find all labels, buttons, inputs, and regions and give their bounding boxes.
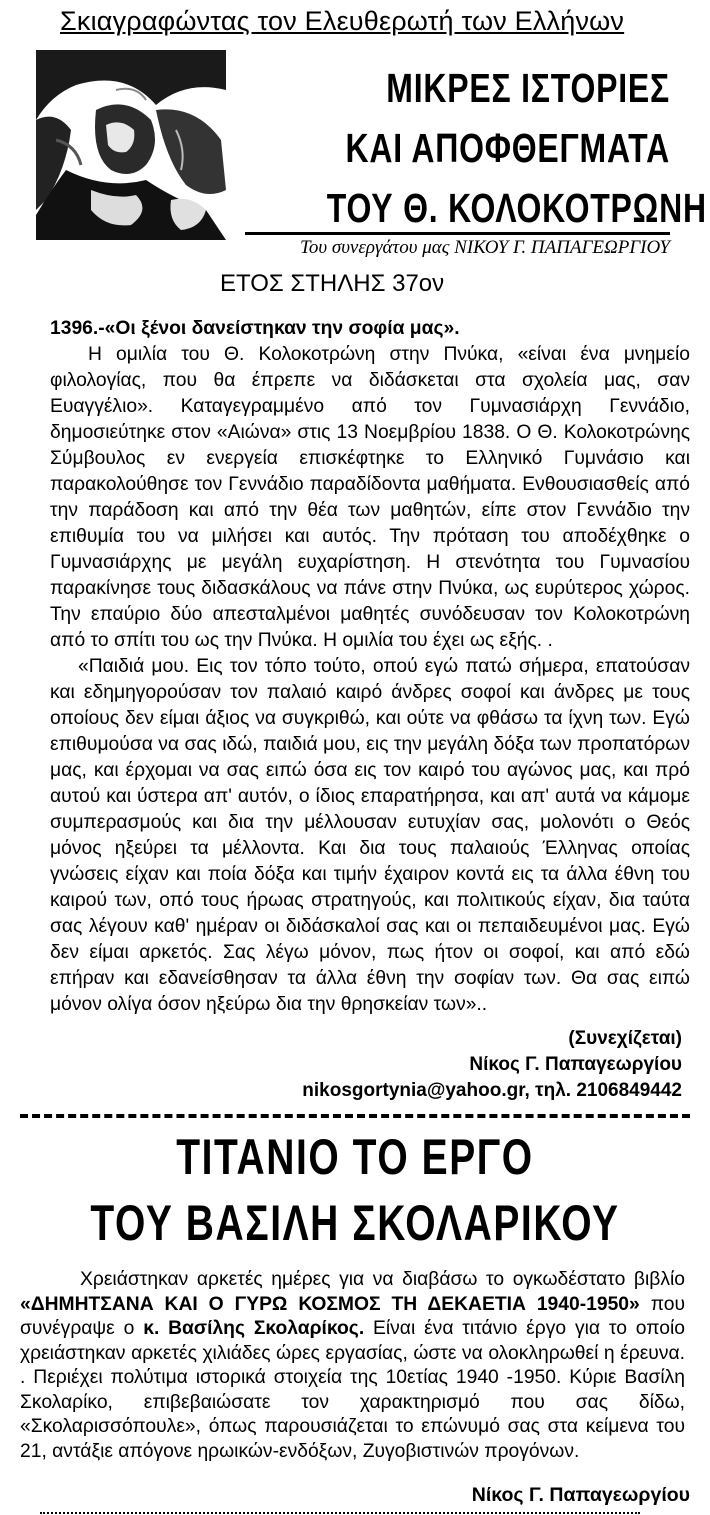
byline: Του συνεργάτου μας ΝΙΚΟΥ Γ. ΠΑΠΑΓΕΩΡΓΙΟΥ (245, 232, 670, 259)
column-title: Σκιαγραφώντας τον Ελευθερωτή των Ελλήνων (60, 6, 625, 36)
article-paragraph-2: «Παιδιά μου. Εις τον τόπο τούτο, οπού εγώ πατώ σήμερα, επατούσαν και εδημηγορούσαν τον παλαιό καιρό άνδρες σοφοί και άνδρες με τους οποίους δεν είμαι άξιος να συγκριθώ, και ούτε να φθάσω τα ίχνη των. Εγώ επιθυμούσα να σας ιδώ, παιδιά μου, εις την μεγάλη δόξα των προπατόρων μας, και έρχομαι να σας ειπώ όσα εις τον καιρό του αγώνος μας, και πρό αυτού και ύστερα απ' αυτόν, ο ίδιος επαρατήρησα, και απ' αυτά να κάμομε συμπερασμούς και δια την μέλλουσαν ευτυχίαν σας, μολονότι ο Θεός μόνος ηξεύρει τα μέλλοντα. Και δια τους παλαιούς Έλληνας οποίας γνώσεις είχαν και ποία δόξα και τιμήν έχαιρον κοντά εις τα άλλα έθνη του καιρού των, οπό τους ήρωας στρατηγούς, και πολιτικούς είχαν, δια ταύτα σας λέγουν καθ' ημέραν οι διδάσκαλοί σας και οι πεπαιδευμένοι μας. Εγώ δεν είμαι αρκετός. Σας λέγω μόνον, πως ήτον οι σοφοί, και από εδώ επήραν και εδανείσθησαν τα άλλα έθνη την σοφίαν των. Θα σας ειπώ μόνον ολίγα όσον ηξεύρω δια την θρησκείαν των».. (50, 656, 690, 1015)
second-article-paragraph (20, 1268, 685, 1464)
kolokotronis-engraving (36, 50, 226, 240)
headline-line-2: ΚΑΙ ΑΠΟΦΘΕΓΜΑΤΑ (345, 125, 670, 171)
headline-line-3: ΤΟΥ Θ. ΚΟΛΟΚΟΤΡΩΝΗ (326, 185, 707, 231)
article-heading: 1396.-«Οι ξένοι δανείστηκαν την σοφία μας». (50, 318, 460, 339)
second-headline (78, 1124, 632, 1256)
second-headline-line-2: ΤΟΥ ΒΑΣΙΛΗ ΣΚΟΛΑΡΙΚΟΥ (90, 1195, 620, 1251)
article-paragraph-1: Η ομιλία του Θ. Κολοκοτρώνη στην Πνύκα, «είναι ένα μνημείο φιλολογίας, που θα έπρεπε να διδάσκεται στα σχολεία μας, σαν Ευαγγέλιο». Καταγεγραμμένο από τον Γυμνασιάρχη Γεννάδιο, δημοσιεύτηκε στον «Αιώνα» στις 13 Νοεμβρίου 1838. Ο Θ. Κολοκοτρώνης Σύμβουλος εν ενεργεία επισκέφτηκε το Ελληνικό Γυμνάσιο και παρακολούθησε τον Γεννάδιο παραδίδοντα μαθήματα. Ενθουσιασθείς από την παράδοση και από την θέα των μαθητών, είπε στον Γεννάδιο την επιθυμία του να μιλήσει και αυτός. Την πρόταση του αποδέχθηκε ο Γυμνασιάρχης με μεγάλη ευχαρίστηση. Η στενότητα του Γυμνασίου παρακίνησε τους διδασκάλους να πάνε στην Πνύκα, ως ευρύτερος χώρος. Την επαύριο δύο απεσταλμένοι μαθητές συνόδευσαν τον Κολοκοτρώνη από το σπίτι του ως την Πνύκα. Η ομιλία του έχει ως εξής. . (50, 344, 690, 651)
main-headline (326, 58, 707, 238)
second-article-text-1: Χρειάστηκαν αρκετές ημέρες για να διαβάσω το ογκωδέστατο βιβλίο (80, 1269, 685, 1290)
continued-note: (Συνεχίζεται) (568, 1028, 682, 1049)
headline-line-1: ΜΙΚΡΕΣ ΙΣΤΟΡΙΕΣ (386, 65, 670, 111)
book-title: «ΔΗΜΗΤΣΑΝΑ ΚΑΙ Ο ΓΥΡΩ ΚΟΣΜΟΣ ΤΗ ΔΕΚΑΕΤΙΑ 1940-1950» (20, 1293, 640, 1315)
second-article-text-2: που συνέγραψε ο (20, 1293, 685, 1339)
book-author: κ. Βασίλης Σκολαρίκος. (143, 1318, 365, 1339)
bottom-rule (40, 1512, 640, 1514)
second-headline-line-1: ΤΙΤΑΝΙΟ ΤΟ ΕΡΓΟ (176, 1129, 534, 1185)
author-contact: nikosgortynia@yahoo.gr, τηλ. 2106849442 (302, 1080, 682, 1101)
second-article-body (20, 1268, 685, 1464)
author-name: Νίκος Γ. Παπαγεωργίου (469, 1054, 682, 1075)
second-article-text-3: Είναι ένα τιτάνιο έργο για το οποίο χρειάστηκαν αρκετές χιλιάδες ώρες εργασίας, ώστε να ολοκληρωθεί η έρευνα. . Περιέχει πολύτιμα ιστορικά στοιχεία της 10ετίας 1940 -1950. Κύριε Βασίλη Σκολαρίκο, επιβεβαιώσατε τον χαρακτηρισμό που σας δίδω, «Σκολαρισσόπουλε», όπως παρουσιάζεται το επώνυμό σας στα κείμενα του 21, αντάξιε απόγονε ηρωικών-ενδόξων, Ζυγοβιστινών προγόνων. (20, 1318, 685, 1462)
second-article-signature: Νίκος Γ. Παπαγεωργίου (471, 1484, 690, 1506)
article-signature (302, 1026, 682, 1104)
article-body (50, 316, 690, 1018)
section-divider (20, 1114, 690, 1118)
column-year: ΕΤΟΣ ΣΤΗΛΗΣ 37ον (220, 270, 445, 297)
